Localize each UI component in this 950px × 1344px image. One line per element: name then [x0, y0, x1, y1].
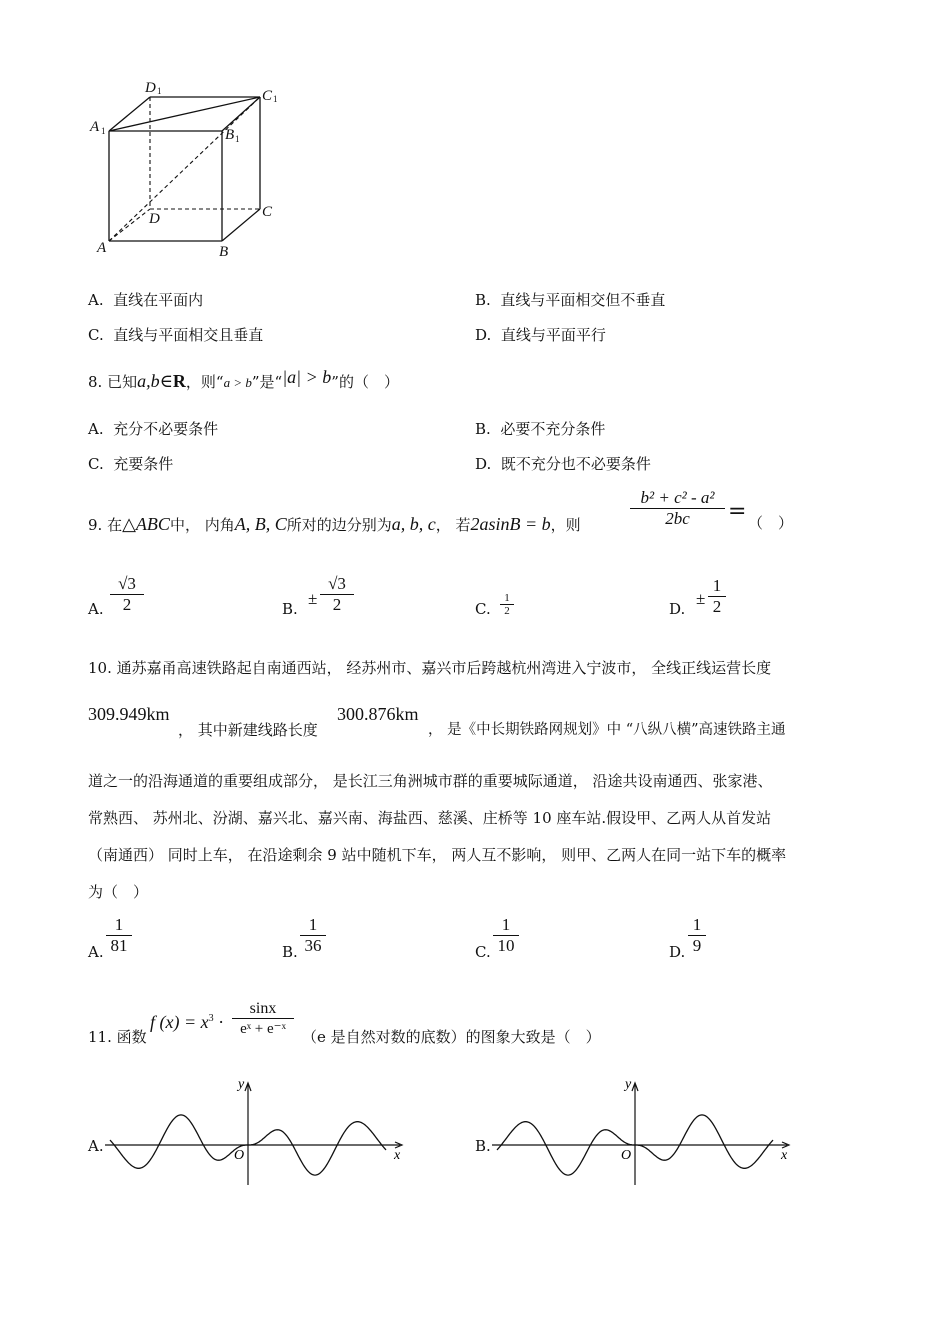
- q9-paren: （ ）: [748, 514, 794, 532]
- q11-prefix: 11. 函数: [88, 1028, 147, 1046]
- label-B1: B: [225, 127, 235, 143]
- q11-option-a-graph[interactable]: [105, 1075, 410, 1190]
- label-C1: C: [262, 88, 273, 104]
- q10-length-total: 309.949km: [88, 704, 170, 724]
- q9-stem: 9. 在△ABC中， 内角A, B, C所对的边分别为a, b, c， 若2asinB = b，则: [88, 514, 581, 534]
- q10-option-c-letter[interactable]: C.: [475, 943, 491, 961]
- label-C: C: [262, 204, 273, 220]
- q7-option-b[interactable]: B. 直线与平面相交但不垂直: [475, 291, 666, 309]
- q10-line2-end: ， 是《中长期铁路网规划》中 “八纵八横”高速铁路主通: [428, 722, 786, 738]
- svg-text:1: 1: [273, 94, 278, 104]
- q11-fraction: sinx eˣ + e⁻ˣ: [232, 1000, 294, 1038]
- q8-option-d[interactable]: D. 既不充分也不必要条件: [475, 455, 651, 473]
- q10-line6: 为（ ）: [88, 883, 149, 901]
- q10-line5: （南通西） 同时上车， 在沿途剩余 9 站中随机下车， 两人互不影响， 则甲、乙两人在同一站下车的概率: [88, 846, 787, 864]
- q9-option-b-sign: ±: [308, 589, 318, 608]
- q7-option-c[interactable]: C. 直线与平面相交且垂直: [88, 326, 264, 344]
- q11-suffix: （e 是自然对数的底数）的图象大致是（ ）: [302, 1028, 601, 1046]
- svg-text:O: O: [234, 1148, 245, 1163]
- svg-text:1: 1: [101, 126, 106, 136]
- q10-line2-mid: ， 其中新建线路长度: [178, 721, 318, 739]
- q8-option-b[interactable]: B. 必要不充分条件: [475, 420, 606, 438]
- q7-option-a[interactable]: A. 直线在平面内: [88, 291, 204, 309]
- q9-option-b-letter[interactable]: B.: [282, 600, 298, 618]
- q10-option-d[interactable]: 1 9: [688, 915, 706, 956]
- q9-option-a-letter[interactable]: A.: [88, 600, 104, 618]
- svg-text:y: y: [625, 1077, 632, 1092]
- q8-stem: 8. 已知a,b∈R，则“a > b”是“|a| > b”的（ ）: [88, 367, 399, 391]
- q9-option-a[interactable]: √3 2: [110, 574, 144, 615]
- q8-option-c[interactable]: C. 充要条件: [88, 455, 174, 473]
- q9-equals: =: [728, 499, 747, 524]
- q10-line1: 10. 通苏嘉甬高速铁路起自南通西站， 经苏州市、嘉兴市后跨越杭州湾进入宁波市， 全线正线运营长度: [88, 659, 772, 677]
- svg-text:1: 1: [235, 134, 240, 144]
- q10-length-new: 300.876km: [337, 704, 419, 724]
- q8-option-a[interactable]: A. 充分不必要条件: [88, 420, 219, 438]
- q11-option-a-letter[interactable]: A.: [88, 1137, 104, 1155]
- label-D: D: [149, 211, 160, 227]
- q9-option-d-letter[interactable]: D.: [669, 600, 686, 618]
- q7-option-d[interactable]: D. 直线与平面平行: [475, 326, 606, 344]
- q9-option-c[interactable]: 1 2: [500, 592, 514, 617]
- label-A: A: [97, 240, 107, 256]
- q10-option-a[interactable]: 1 81: [106, 915, 132, 956]
- svg-text:x: x: [781, 1148, 788, 1163]
- svg-text:1: 1: [157, 86, 162, 96]
- svg-text:y: y: [238, 1077, 245, 1092]
- q9-expression: b² + c² - a² 2bc: [630, 488, 725, 529]
- q9-option-b[interactable]: √3 2: [320, 574, 354, 615]
- q9-option-d-sign: ±: [696, 589, 706, 608]
- q10-option-c[interactable]: 1 10: [493, 915, 519, 956]
- svg-text:x: x: [394, 1148, 401, 1163]
- q11-option-b-letter[interactable]: B.: [475, 1137, 491, 1155]
- q9-option-c-letter[interactable]: C.: [475, 600, 491, 618]
- q11-function: f $(x) = x^3$ ·: [150, 1012, 225, 1032]
- svg-text:O: O: [621, 1148, 632, 1163]
- q10-option-b-letter[interactable]: B.: [282, 943, 298, 961]
- q10-option-d-letter[interactable]: D.: [669, 943, 686, 961]
- cube-figure: [85, 75, 295, 265]
- q10-line4: 常熟西、 苏州北、汾湖、嘉兴北、嘉兴南、海盐西、慈溪、庄桥等 10 座车站.假设甲、乙两人从首发站: [88, 809, 772, 827]
- q10-option-b[interactable]: 1 36: [300, 915, 326, 956]
- label-D1: D: [145, 80, 156, 96]
- q11-option-b-graph[interactable]: [492, 1075, 797, 1190]
- q10-line3: 道之一的沿海通道的重要组成部分， 是长江三角洲城市群的重要城际通道， 沿途共设南通西、张家港、: [88, 772, 773, 790]
- q10-option-a-letter[interactable]: A.: [88, 943, 104, 961]
- label-A1: A: [90, 119, 100, 135]
- label-B: B: [219, 244, 229, 260]
- q9-option-d[interactable]: 1 2: [708, 576, 726, 617]
